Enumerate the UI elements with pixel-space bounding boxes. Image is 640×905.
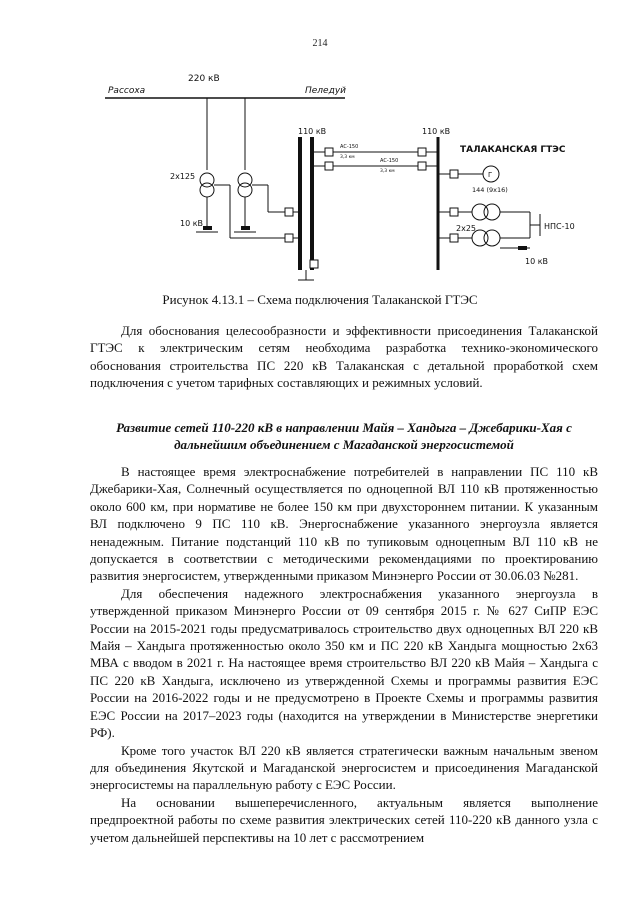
paragraph-2: В настоящее время электроснабжение потребителей в направлении ПС 110 кВ Джебарики-Хая, Солнечный осуществляется по одноцепной ВЛ 110 кВ протяженностью около 600 км, при нормативе не более 150 км при двухстороннем питании. К указанным ВЛ подключено 9 ПС 110 кВ. Энергоснабжение указанного энергоузла является ненадежным. Питание подстанций 110 кВ по тупиковым одноцепным ВЛ 110 кВ не допускается в соответствии с методическими рекомендациями по проектированию развития энергосистем, утвержденными приказом Минэнерго России от 30.06.03 №281. (90, 464, 598, 584)
wire-bottom-label: АС-150 (380, 158, 399, 164)
plant-name-label: ТАЛАКАНСКАЯ ГТЭС (460, 145, 566, 155)
page-number: 214 (312, 38, 328, 49)
paragraph-1-block (90, 322, 598, 392)
figure-caption: Рисунок 4.13.1 – Схема подключения Талаканской ГТЭС (162, 292, 478, 307)
generator-rating-label: 144 (9х16) (472, 186, 508, 194)
rassokha-label: Рассоха (108, 86, 146, 96)
kv10-right-label: 10 кВ (525, 257, 549, 266)
xfmr-left-label: 2х125 (170, 172, 196, 181)
bus-110-left-label: 110 кВ (298, 127, 327, 136)
wire-bottom-length: 3,3 км (380, 169, 395, 174)
peleduy-label: Пеледуй (305, 86, 346, 96)
section-heading: Развитие сетей 110-220 кВ в направлении Майя – Хандыга – Джебарики-Хая с дальнейшим объединением с Магаданской энергосистемой (116, 420, 572, 452)
paragraph-1: Для обоснования целесообразности и эффективности присоединения Талаканской ГТЭС к электрическим сетям необходима разработка технико-экономического обоснования строительства ПС 220 кВ Талаканская с детальной проработкой схем подключения с учетом тарифных составляющих и режимных условий. (90, 323, 598, 391)
main-text-block (90, 463, 598, 846)
wire-top-length: 3,3 км (340, 155, 355, 160)
xfmr-right-label: 2х25 (456, 224, 477, 233)
wire-top-label: АС-150 (340, 144, 359, 150)
paragraph-5: На основании вышеперечисленного, актуальным является выполнение предпроектной работы по схеме развития электрических сетей 110-220 кВ данного узла с учетом дальнейшей перспективы на 10 лет с рассмотрением (90, 794, 598, 845)
generator-symbol: Г (488, 171, 493, 179)
connection-diagram (100, 62, 600, 290)
nps-label: НПС-10 (544, 222, 575, 231)
bus-110-right-label: 110 кВ (422, 127, 451, 136)
kv10-left-label: 10 кВ (180, 219, 204, 228)
bus-220-label: 220 кВ (188, 74, 220, 84)
paragraph-4: Кроме того участок ВЛ 220 кВ является стратегически важным начальным звеном для объединения Якутской и Магаданской энергосистем и присоединения Магаданской энергосистемы на параллельную работу с ЕЭС России. (90, 742, 598, 793)
paragraph-3: Для обеспечения надежного электроснабжения указанного энергоузла в утвержденной приказом Минэнерго России от 09 сентября 2015 г. № 627 СиПР ЕЭС России на 2015-2021 годы предусматривалось строительство двух одноцепных ВЛ 220 кВ Майя – Хандыга протяженностью около 350 км и ПС 220 кВ Хандыга мощностью 2x63 МВА с вводом в 2021 г. На настоящее время строительство ВЛ 220 кВ Майя – Хандыга с ПС 220 кВ Хандыга, исключено из утвержденной Схемы и программы развития ЕЭС России на 2016-2022 годы и не предусмотрено в Проекте Схемы и программы развития ЕЭС России на 2017–2023 годы (находится на утверждении в Министерстве энергетики РФ). (90, 585, 598, 741)
